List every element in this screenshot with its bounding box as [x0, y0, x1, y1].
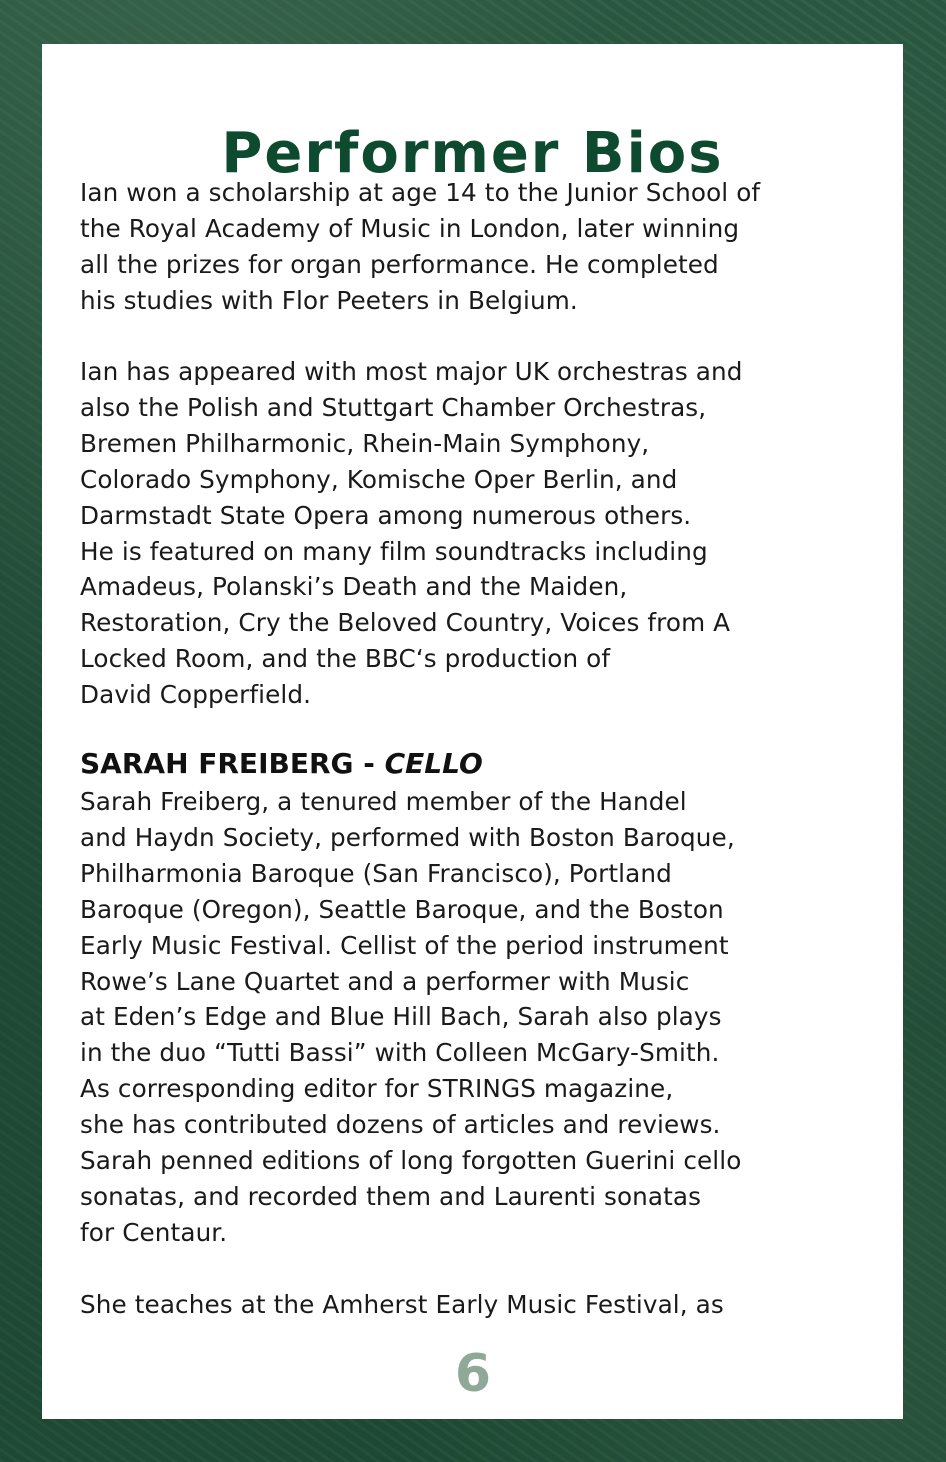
page-number: 6 — [454, 1344, 492, 1404]
text-line: As corresponding editor for STRINGS magazine, — [80, 1074, 674, 1104]
text-line: also the Polish and Stuttgart Chamber Orchestras, — [80, 392, 707, 422]
text-line: Amadeus, Polanski’s Death and the Maiden, — [80, 572, 628, 602]
bio-paragraph-ian-career — [80, 354, 880, 713]
text-line: Philharmonia Baroque (San Francisco), Portland — [80, 858, 672, 888]
text-line: sonatas, and recorded them and Laurenti sonatas — [80, 1181, 702, 1211]
text-line: his studies with Flor Peeters in Belgium. — [80, 285, 578, 315]
text-line: Restoration, Cry the Beloved Country, Voices from A — [80, 608, 731, 638]
text-line: Early Music Festival. Cellist of the period instrument — [80, 930, 729, 960]
text-line: Ian won a scholarship at age 14 to the Junior School of — [80, 178, 761, 207]
text-line: Baroque (Oregon), Seattle Baroque, and the Boston — [80, 894, 724, 924]
performer-heading — [80, 745, 483, 783]
bio-paragraph-sarah-teaching — [80, 1287, 880, 1323]
text-line: Sarah penned editions of long forgotten Guerini cello — [80, 1146, 742, 1176]
text-line: for Centaur. — [80, 1217, 228, 1247]
text-line: Rowe’s Lane Quartet and a performer with Music — [80, 966, 690, 996]
performer-instrument: CELLO — [384, 747, 483, 780]
performer-name: SARAH FREIBERG - — [80, 747, 385, 780]
text-line: Locked Room, and the BBC‘s production of — [80, 644, 611, 674]
text-line: She teaches at the Amherst Early Music Festival, as — [80, 1290, 724, 1319]
text-line: the Royal Academy of Music in London, later winning — [80, 213, 740, 243]
page-title: Performer Bios — [221, 121, 724, 186]
text-line: Darmstadt State Opera among numerous others. — [80, 500, 692, 530]
text-line: all the prizes for organ performance. He completed — [80, 249, 719, 279]
bio-paragraph-sarah — [80, 784, 880, 1251]
text-line: she has contributed dozens of articles and reviews. — [80, 1110, 721, 1140]
text-line: in the duo “Tutti Bassi” with Colleen McGary-Smith. — [80, 1038, 720, 1068]
text-line: He is featured on many film soundtracks including — [80, 536, 708, 566]
text-line: Bremen Philharmonic, Rhein-Main Symphony, — [80, 428, 650, 458]
text-line: Sarah Freiberg, a tenured member of the Handel — [80, 787, 687, 816]
text-line: David Copperfield. — [80, 680, 312, 710]
bio-paragraph-ian-education — [80, 175, 880, 319]
text-line: Colorado Symphony, Komische Oper Berlin, and — [80, 464, 678, 494]
text-line: at Eden’s Edge and Blue Hill Bach, Sarah also plays — [80, 1002, 722, 1032]
text-line: Ian has appeared with most major UK orchestras and — [80, 357, 743, 386]
text-line: and Haydn Society, performed with Boston Baroque, — [80, 822, 735, 852]
